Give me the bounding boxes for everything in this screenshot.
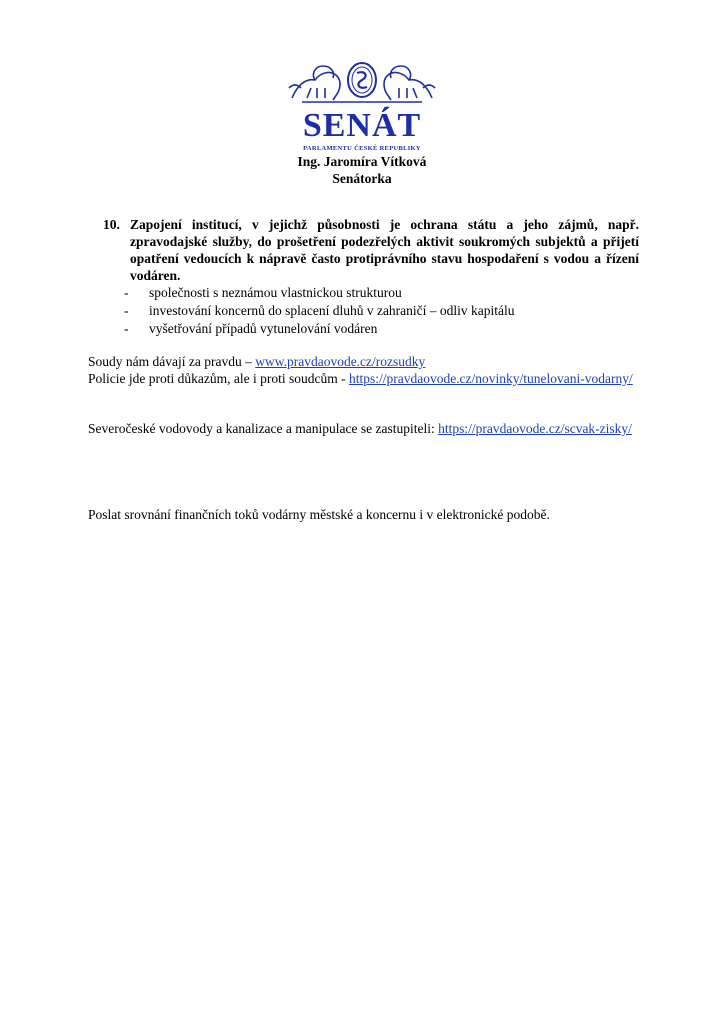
bullet-dash: - xyxy=(124,321,129,336)
police-link[interactable]: https://pravdaovode.cz/novinky/tunelovani-vodarny/ xyxy=(348,371,633,386)
numbered-item-10 xyxy=(103,216,639,338)
courts-text: Soudy nám dávají za pravdu – xyxy=(88,354,256,369)
police-paragraph xyxy=(88,370,640,387)
author-name: Ing. Jaromíra Vítková xyxy=(297,154,427,169)
bullet-item xyxy=(103,284,639,302)
bullet-text: společnosti s neznámou vlastnickou strukturou xyxy=(149,285,402,300)
senat-subtitle: PARLAMENTU ČESKÉ REPUBLIKY xyxy=(303,145,421,152)
bullet-text: investování koncernů do splacení dluhů v zahraničí – odliv kapitálu xyxy=(149,303,515,318)
senat-emblem-logo xyxy=(0,58,724,108)
closing-paragraph: Poslat srovnání finančních toků vodárny městské a koncernu i v elektronické podobě. xyxy=(88,507,550,522)
senat-wordmark: SENÁT xyxy=(302,107,422,144)
lions-emblem-icon xyxy=(287,58,437,108)
bullet-text: vyšetřování případů vytunelování vodáren xyxy=(149,321,378,336)
item-number: 10. xyxy=(103,217,120,232)
svak-text: Severočeské vodovody a kanalizace a manipulace se zastupiteli: xyxy=(88,421,439,436)
police-text: Policie jde proti důkazům, ale i proti soudcům - xyxy=(88,371,349,386)
author-role: Senátorka xyxy=(332,171,392,186)
bullet-item xyxy=(103,302,639,320)
courts-link[interactable]: www.pravdaovode.cz/rozsudky xyxy=(255,354,426,369)
svak-link[interactable]: https://pravdaovode.cz/scvak-zisky/ xyxy=(438,421,632,436)
bullet-dash: - xyxy=(124,285,129,300)
courts-paragraph xyxy=(88,353,640,370)
bullet-list xyxy=(103,284,639,338)
bullet-item xyxy=(103,320,639,338)
svak-paragraph xyxy=(88,420,640,437)
bullet-dash: - xyxy=(124,303,129,318)
item-text: Zapojení institucí, v jejichž působnosti je ochrana státu a jeho zájmů, např. zpravodajské služby, do prošetření podezřelých aktivit soukromých subjektů a přijetí opatření vedoucích k nápravě často protiprávního stavu hospodaření s vodou a řízení vodáren. xyxy=(130,217,639,283)
